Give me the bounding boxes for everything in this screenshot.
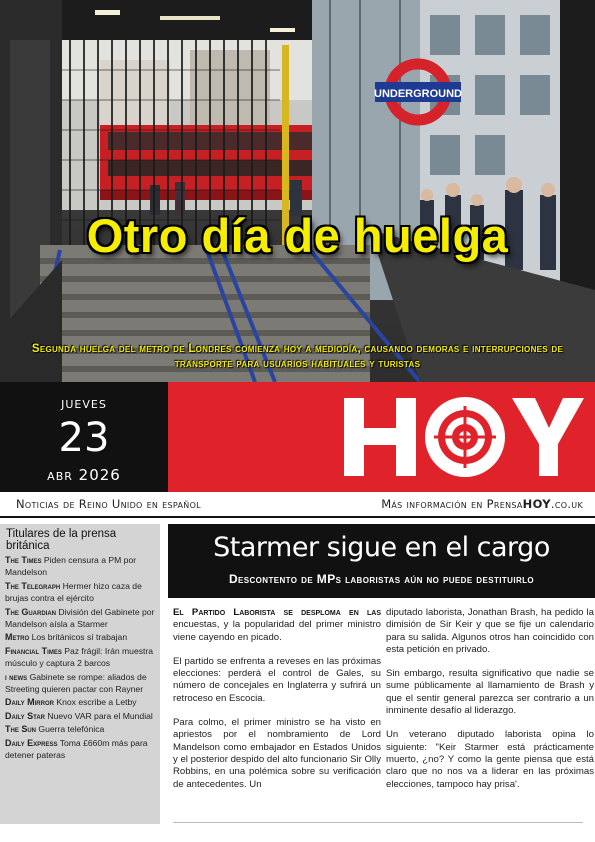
article-lead: El Partido Laborista se desploma en las: [173, 607, 381, 618]
headline-text: Toma £660m más para detener pateras: [5, 737, 148, 761]
day-number: 23: [58, 415, 110, 461]
headline-text: Gabinete se rompe: aliados de Streeting quieren pactar con Rayner: [5, 671, 147, 695]
publication-name: The Sun: [5, 724, 37, 735]
article-subheadline: Descontento de MPs laboristas aún no puede destituirlo: [228, 572, 535, 586]
article-paragraph: diputado laborista, Jonathan Brash, ha pedido la dimisión de Sir Keir y que se fije un calendario para su salida. Algunos otros han coincidido con esta petición en privado.: [386, 607, 594, 655]
article-headline-box: [168, 524, 595, 598]
publication-name: Daily Mirror: [5, 697, 54, 708]
target-icon: [425, 397, 505, 477]
publication-name: The Guardian: [5, 606, 56, 617]
day-of-week: jueves: [61, 394, 107, 412]
headline-text: Los británicos sí trabajan: [31, 632, 128, 643]
headline-item: [4, 606, 158, 631]
article-paragraph: Un veterano diputado laborista opina lo siguiente: "Keir Starmer está prácticamente muerto, ¿no? Y como la gente piensa que está claro que no nos va a liderar en las próximas elecciones, tampoco hay prisa'.: [386, 729, 594, 790]
headline-item: [4, 580, 158, 605]
website-suffix: .co.uk: [550, 497, 583, 511]
ceiling-light: [95, 10, 120, 15]
tagline-row: [0, 492, 595, 518]
date-box: [0, 382, 168, 492]
press-headlines-sidebar: [0, 524, 160, 824]
headline-item: [4, 645, 158, 670]
month-year: abr 2026: [47, 466, 121, 484]
headline-text: Paz frágil: Irán muestra músculo y captura 2 barcos: [5, 645, 154, 669]
headline-text: Nuevo VAR para el Mundial: [47, 710, 153, 721]
article-paragraph: El partido se enfrenta a reveses en las próximas elecciones: perderá el control de Gales, su número de concejales en Inglaterra y sufrirá un retroceso en Escocia.: [173, 655, 381, 704]
publication-name: Daily Star: [5, 710, 46, 721]
headline-item: [4, 696, 158, 708]
headline-item: [4, 737, 158, 762]
publication-name: Financial Times: [5, 645, 62, 656]
website-link[interactable]: [381, 497, 583, 511]
logo-text: HOY: [344, 396, 347, 397]
article-paragraph: Sin embargo, resulta significativo que nadie se sume públicamente al llamamiento de Brash y que el sentir general parezca ser contrario a un inminente desafío al liderazgo.: [386, 668, 594, 717]
headline-text: Guerra telefónica: [38, 724, 105, 735]
roundel-text: UNDERGROUND: [374, 88, 462, 100]
article-column-1: [173, 607, 381, 803]
tagline-left: Noticias de Reino Unido en español: [16, 497, 201, 511]
station-entrance-illustration: [0, 0, 595, 382]
headline-text: Hermer hizo caza de brujas contra el ejército: [5, 580, 142, 604]
headline-text: División del Gabinete por Mandelson aísla a Starmer: [5, 606, 155, 630]
hoy-logo: [344, 396, 584, 478]
publication-name: Metro: [5, 632, 30, 643]
article-text: encuestas, y la popularidad del primer ministro viene cayendo en picado.: [173, 619, 381, 643]
publication-name: The Telegraph: [5, 580, 61, 591]
headline-text: Knox escribe a Letby: [56, 697, 137, 708]
headline-text: Piden censura a PM por Mandelson: [5, 555, 137, 578]
hero-headline: Otro día de huelga: [86, 209, 509, 262]
bottom-divider: [173, 822, 583, 823]
article-paragraph: Para colmo, el primer ministro se ha visto en apriestos por el nombramiento de Lord Mandelson como embajador en Estados Unidos y el posterior despido del alto funcionario Sir Olly Robbins, en una polémica sobre su verificación de antecedentes. Un: [173, 717, 381, 790]
headline-item: [4, 710, 158, 722]
headline-item: [4, 631, 158, 643]
headline-item: [4, 554, 158, 579]
website-prefix: Más información en Prensa: [381, 497, 523, 511]
article-headline: Starmer sigue en el cargo: [213, 532, 550, 563]
publication-name: i news: [5, 671, 28, 682]
article-paragraph: [173, 607, 381, 644]
sidebar-title: Titulares de la prensa británica: [6, 528, 117, 552]
headline-item: [4, 723, 158, 735]
publication-name: The Times: [5, 555, 42, 565]
hero-subheadline: Segunda huelga del metro de Londres comienza hoy a mediodía, causando demoras e interrupciones de transporte para usuarios habituales y turistas: [31, 343, 564, 370]
article-column-2: [386, 607, 594, 803]
headline-item: [4, 671, 158, 696]
website-brand: HOY: [522, 497, 551, 511]
publication-name: Daily Express: [5, 737, 58, 748]
hero-photo: [0, 0, 595, 382]
